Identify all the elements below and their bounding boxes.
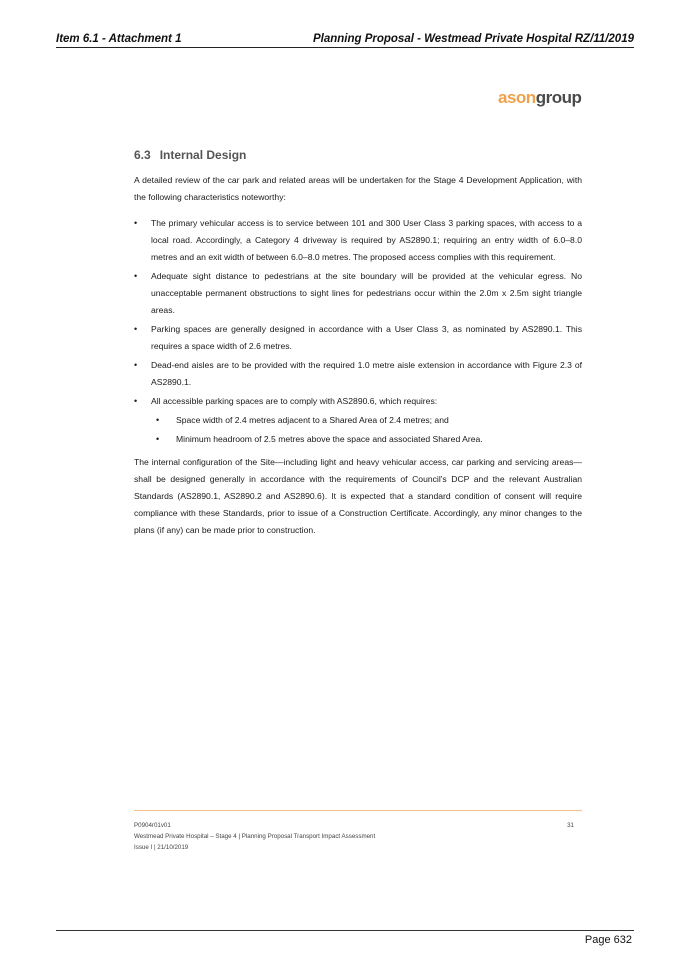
list-item-text: All accessible parking spaces are to comply with AS2890.6, which requires: bbox=[151, 396, 438, 406]
list-item-text: Parking spaces are generally designed in accordance with a User Class 3, as nominated by AS2890.1. This requires a space width of 2.6 metres. bbox=[151, 324, 582, 351]
list-item-text: Adequate sight distance to pedestrians at the site boundary will be provided at the vehicular egress. No unacceptable permanent obstructions to sight lines for pedestrians occur within the 2.0m x 2.5m sight triangle areas. bbox=[151, 271, 582, 315]
bullet-icon: • bbox=[156, 434, 160, 444]
page-label: Page 632 bbox=[584, 934, 632, 946]
sub-list-item-text: Minimum headroom of 2.5 metres above the space and associated Shared Area. bbox=[176, 434, 483, 444]
sub-list-item bbox=[151, 412, 582, 429]
bullet-icon: • bbox=[134, 396, 138, 406]
list-item bbox=[134, 321, 582, 355]
accessible-parking-sublist bbox=[151, 412, 582, 448]
section-number: 6.3 bbox=[134, 148, 151, 162]
bullet-icon: • bbox=[134, 271, 138, 281]
intro-paragraph: A detailed review of the car park and related areas will be undertaken for the Stage 4 Development Application, with the following characteristics noteworthy: bbox=[134, 175, 582, 202]
bullet-icon: • bbox=[134, 360, 138, 370]
list-item bbox=[134, 268, 582, 319]
header-right-text: Planning Proposal - Westmead Private Hospital RZ/11/2019 bbox=[312, 33, 634, 45]
header-left-text: Item 6.1 - Attachment 1 bbox=[56, 33, 182, 45]
bullet-icon: • bbox=[156, 415, 160, 425]
footer-title: Westmead Private Hospital – Stage 4 | Planning Proposal Transport Impact Assessment bbox=[134, 833, 376, 840]
footer-ref: P0904r01v01 bbox=[134, 822, 171, 829]
list-item bbox=[134, 393, 582, 448]
logo-part-ason: ason bbox=[498, 88, 536, 107]
characteristics-list bbox=[134, 215, 582, 448]
bullet-icon: • bbox=[134, 218, 138, 228]
closing-paragraph: The internal configuration of the Site—including light and heavy vehicular access, car parking and servicing areas—shall be designed generally in accordance with the requirements of Council's DCP and the relevant Australian Standards (AS2890.1, AS2890.2 and AS2890.6). It is expected that a standard condition of consent will require compliance with these Standards, prior to issue of a Construction Certificate. Accordingly, any minor changes to the plans (if any) can be made prior to construction. bbox=[134, 457, 582, 535]
list-item bbox=[134, 357, 582, 391]
bottom-divider bbox=[56, 930, 634, 931]
logo-part-group: group bbox=[535, 88, 582, 107]
list-item bbox=[134, 215, 582, 266]
footer-divider bbox=[134, 810, 582, 811]
report-footer bbox=[134, 820, 582, 853]
list-item-text: Dead-end aisles are to be provided with the required 1.0 metre aisle extension in accordance with Figure 2.3 of AS2890.1. bbox=[151, 360, 582, 387]
section-title: Internal Design bbox=[159, 148, 247, 162]
footer-issue: Issue I | 21/10/2019 bbox=[134, 844, 189, 851]
page-header bbox=[56, 33, 634, 48]
bullet-icon: • bbox=[134, 324, 138, 334]
sub-list-item bbox=[151, 431, 582, 448]
footer-page-number: 31 bbox=[567, 822, 574, 829]
list-item-text: The primary vehicular access is to service between 101 and 300 User Class 3 parking spaces, with access to a local road. Accordingly, a Category 4 driveway is required by AS2890.1; requiring an entry width of 6.0–8.0 metres and an exit width of between 6.0–8.0 metres. The proposed access complies with this requirement. bbox=[151, 218, 582, 262]
section-heading bbox=[134, 148, 582, 162]
main-content bbox=[134, 148, 582, 548]
sub-list-item-text: Space width of 2.4 metres adjacent to a Shared Area of 2.4 metres; and bbox=[176, 415, 449, 425]
ason-group-logo bbox=[498, 88, 581, 108]
